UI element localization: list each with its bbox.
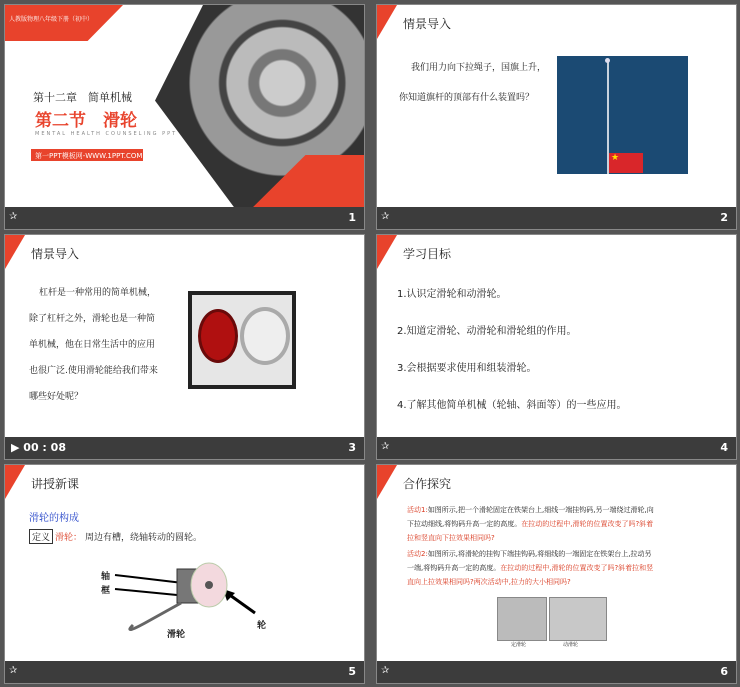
activity-1-text-c: 在拉动的过程中,滑轮的位置改变了吗?斜着 xyxy=(521,520,654,528)
timer-display: ▶ 00 : 08 xyxy=(11,441,66,454)
pulley-structure-title: 滑轮的构成 xyxy=(29,513,79,524)
activity-2-text-a: 如图所示,将滑轮的挂钩下端挂钩码,将细线的一端固定在铁架台上,拉动另 xyxy=(427,550,652,558)
slide-4-footer xyxy=(377,437,736,459)
definition-text: 周边有槽，绕轴转动的圆轮。 xyxy=(85,533,203,543)
slide-4-thumbnail[interactable] xyxy=(376,234,737,460)
caption-fixed-pulley: 定滑轮 xyxy=(511,642,527,648)
goal-3: 3.会根据要求使用和组装滑轮。 xyxy=(397,363,537,374)
activity-2-line-b xyxy=(407,563,653,573)
header-accent xyxy=(5,235,25,269)
pulley-axle xyxy=(205,581,213,589)
slide-1-footer xyxy=(5,207,364,229)
slide-number: 4 xyxy=(720,441,728,454)
intro-text-line1: 我们用力向下拉绳子，国旗上升， xyxy=(411,63,547,73)
section-title: 第二节 滑轮 xyxy=(35,111,137,131)
slide-6-footer xyxy=(377,661,736,683)
experiment-photo-2 xyxy=(549,597,607,641)
goal-1: 1.认识定滑轮和动滑轮。 xyxy=(397,289,507,300)
slide-header: 合作探究 xyxy=(403,477,452,491)
slide-2-footer xyxy=(377,207,736,229)
activity-2-text-c: 在拉动的过程中,滑轮的位置改变了吗?斜着拉和竖 xyxy=(500,564,654,572)
activity-2-label: 活动2: xyxy=(407,550,428,558)
label-frame: 框 xyxy=(101,586,111,596)
experiment-photo-1 xyxy=(497,597,547,641)
flag-star-icon: ★ xyxy=(611,153,620,163)
star-icon: ✰ xyxy=(381,211,390,222)
slide-header: 情景导入 xyxy=(31,247,80,261)
intro-text-line2: 你知道旗杆的顶部有什么装置吗？ xyxy=(399,93,535,103)
activity-2-line-c: 直向上拉效果相同吗?两次活动中,拉力的大小相同吗? xyxy=(407,578,571,586)
label-pulley: 滑轮 xyxy=(167,630,186,640)
slide-2-thumbnail[interactable] xyxy=(376,4,737,230)
activity-1-label: 活动1: xyxy=(407,506,428,514)
body-line-4: 也很广泛.使用滑轮能给我们带来 xyxy=(29,366,158,376)
slide-1-subtitle: MENTAL HEALTH COUNSELING PPT xyxy=(35,131,178,137)
slide-number: 2 xyxy=(720,211,728,224)
header-accent xyxy=(377,5,397,39)
activity-1-line-a xyxy=(407,505,654,515)
slide-5-footer xyxy=(5,661,364,683)
caption-movable-pulley: 动滑轮 xyxy=(563,642,579,648)
slide-1-badge xyxy=(5,5,123,41)
body-line-3: 单机械，他在日常生活中的应用 xyxy=(29,340,156,350)
activity-1-line-b xyxy=(407,519,653,529)
slide-number: 1 xyxy=(348,211,356,224)
definition-term: 滑轮： xyxy=(55,533,83,543)
star-icon: ✰ xyxy=(9,665,18,676)
star-icon: ✰ xyxy=(381,441,390,452)
website-link[interactable]: 第一PPT模板网-WWW.1PPT.COM xyxy=(35,152,143,160)
body-line-5: 哪些好处呢？ xyxy=(29,392,84,402)
activity-2-text-b: 一端,将钩码升高一定的高度。 xyxy=(407,564,501,572)
slide-number: 6 xyxy=(720,665,728,678)
pulley-top xyxy=(605,58,610,63)
frame-arrow xyxy=(115,589,177,595)
red-pulley xyxy=(198,309,238,363)
star-icon: ✰ xyxy=(9,211,18,222)
activity-1-text-b: 下拉动细线,将钩码升高一定的高度。 xyxy=(407,520,522,528)
slide-number: 5 xyxy=(348,665,356,678)
slide-6-thumbnail[interactable] xyxy=(376,464,737,684)
publisher-badge: 人教版物理八年级下册（初中） xyxy=(9,16,94,23)
activity-1-text-a: 如图所示,把一个滑轮固定在铁架台上,细线一端挂钩码,另一端绕过滑轮,向 xyxy=(427,506,654,514)
slide-header: 情景导入 xyxy=(403,17,452,31)
white-pulley xyxy=(240,307,290,365)
activity-2-line-a xyxy=(407,549,652,559)
axle-arrow xyxy=(115,575,183,583)
slide-header: 学习目标 xyxy=(403,247,452,261)
body-line-2: 除了杠杆之外，滑轮也是一种简 xyxy=(29,314,156,324)
definition-label: 定义 xyxy=(29,529,53,544)
slide-number: 3 xyxy=(348,441,356,454)
header-accent xyxy=(377,235,397,269)
header-accent xyxy=(377,465,397,499)
flag xyxy=(609,153,643,173)
star-icon: ✰ xyxy=(381,665,390,676)
label-wheel: 轮 xyxy=(257,621,267,631)
slide-1-thumbnail[interactable] xyxy=(4,4,365,230)
pulley-hook xyxy=(130,603,181,630)
body-line-1: 杠杆是一种常用的简单机械， xyxy=(39,288,157,298)
timer-value: 00 : 08 xyxy=(23,441,66,454)
flagpole-image xyxy=(557,56,688,174)
label-axle: 轴 xyxy=(101,572,111,582)
pulley-photo xyxy=(188,291,296,389)
slide-3-thumbnail[interactable] xyxy=(4,234,365,460)
chapter-title: 第十二章 简单机械 xyxy=(33,91,132,104)
activity-1-line-c: 拉和竖直向下拉效果相同吗? xyxy=(407,534,495,542)
slide-header: 讲授新课 xyxy=(31,477,80,491)
goal-2: 2.知道定滑轮、动滑轮和滑轮组的作用。 xyxy=(397,326,577,337)
slide-5-thumbnail[interactable] xyxy=(4,464,365,684)
goal-4: 4.了解其他简单机械（轮轴、斜面等）的一些应用。 xyxy=(397,400,627,411)
slide-3-footer xyxy=(5,437,364,459)
